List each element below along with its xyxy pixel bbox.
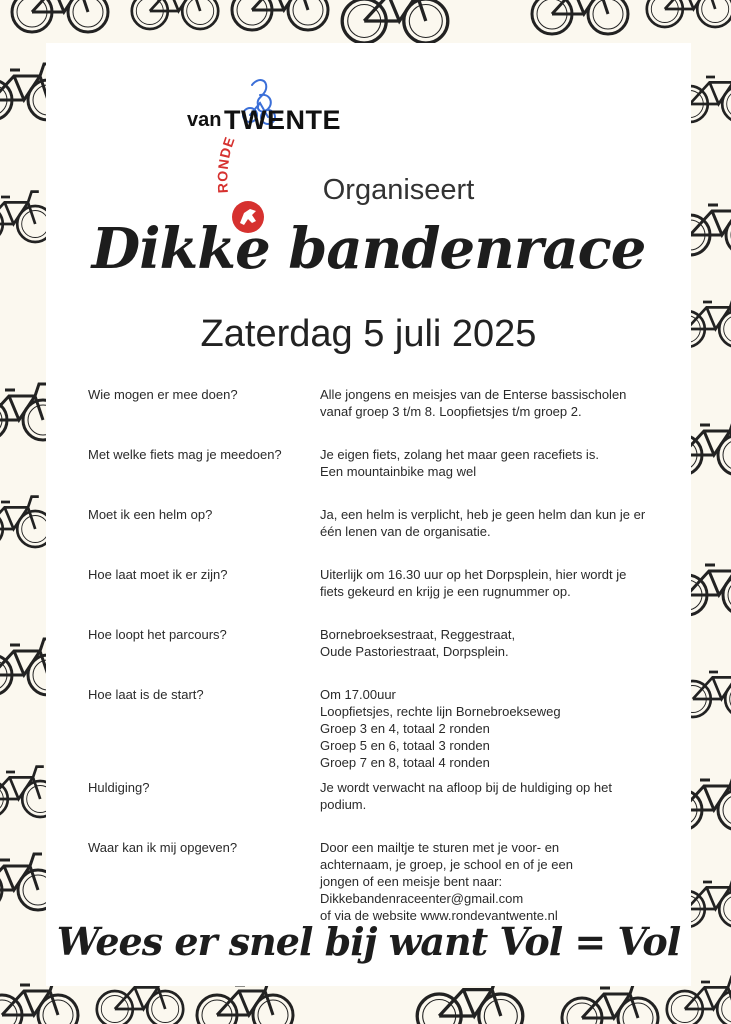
faq-answer bbox=[320, 506, 668, 540]
faq-row bbox=[88, 506, 668, 540]
faq-answer-line: fiets gekeurd en krijg je een rugnummer op. bbox=[320, 584, 571, 599]
bicycle-icon bbox=[562, 982, 658, 1024]
faq-row bbox=[88, 686, 668, 771]
faq-row bbox=[88, 839, 668, 924]
bicycle-icon bbox=[647, 0, 731, 27]
logo-ronde-text: RONDE bbox=[214, 134, 238, 194]
faq-list bbox=[88, 386, 668, 924]
faq-question: Huldiging? bbox=[88, 780, 150, 795]
faq-answer-line: of via de website www.rondevantwente.nl bbox=[320, 908, 558, 923]
faq-answer-line: één lenen van de organisatie. bbox=[320, 524, 491, 539]
faq-question: Moet ik een helm op? bbox=[88, 507, 213, 522]
faq-answer-line: Groep 5 en 6, totaal 3 ronden bbox=[320, 738, 490, 753]
faq-answer-line: Bornebroeksestraat, Reggestraat, bbox=[320, 627, 516, 642]
footer-slogan: Wees er snel bij want Vol = Vol bbox=[56, 919, 681, 964]
logo-twente-text: TWENTE bbox=[224, 105, 341, 135]
faq-answer-line: Je eigen fiets, zolang het maar geen racefiets is. bbox=[320, 447, 599, 462]
bicycle-icon bbox=[12, 0, 108, 32]
faq-answer-line: Groep 7 en 8, totaal 4 ronden bbox=[320, 755, 490, 770]
bicycle-icon bbox=[232, 0, 328, 30]
faq-answer-line: Je wordt verwacht na afloop bij de huldiging op het bbox=[320, 780, 612, 795]
organiseert-text: Organiseert bbox=[322, 174, 475, 206]
logo-van-text: van bbox=[187, 109, 222, 131]
bicycle-icon bbox=[342, 0, 448, 43]
faq-answer bbox=[320, 839, 668, 924]
faq-answer-line: vanaf groep 3 t/m 8. Loopfietsjes t/m groep 2. bbox=[320, 404, 582, 419]
faq-row bbox=[88, 566, 668, 600]
faq-row bbox=[88, 446, 668, 480]
faq-question: Waar kan ik mij opgeven? bbox=[88, 840, 238, 855]
faq-answer bbox=[320, 566, 668, 600]
faq-answer-line: achternaam, je groep, je school en of je een bbox=[320, 857, 573, 872]
faq-answer-line: jongen of een meisje bent naar: bbox=[320, 874, 503, 889]
faq-answer-line: Ja, een helm is verplicht, heb je geen helm dan kun je er bbox=[320, 507, 646, 522]
faq-answer-line: Een mountainbike mag wel bbox=[320, 464, 477, 479]
faq-question: Met welke fiets mag je meedoen? bbox=[88, 447, 282, 462]
faq-answer-line: Groep 3 en 4, totaal 2 ronden bbox=[320, 721, 490, 736]
faq-answer bbox=[320, 446, 668, 480]
faq-answer-line: podium. bbox=[320, 797, 367, 812]
event-title: Dikke bandenrace bbox=[91, 216, 646, 282]
faq-question: Hoe laat is de start? bbox=[88, 687, 204, 702]
ronde-van-twente-logo bbox=[164, 73, 364, 233]
flyer-card bbox=[46, 43, 691, 986]
faq-question: Wie mogen er mee doen? bbox=[88, 387, 238, 402]
event-date: Zaterdag 5 juli 2025 bbox=[200, 313, 537, 355]
faq-answer bbox=[320, 386, 668, 420]
faq-row bbox=[88, 386, 668, 420]
faq-answer-line: Uiterlijk om 16.30 uur op het Dorpsplein, hier wordt je bbox=[320, 567, 627, 582]
faq-question: Hoe loopt het parcours? bbox=[88, 627, 227, 642]
faq-answer-line: Door een mailtje te sturen met je voor- en bbox=[320, 840, 560, 855]
bicycle-icon bbox=[532, 0, 628, 34]
faq-answer bbox=[320, 779, 668, 813]
faq-answer bbox=[320, 626, 668, 660]
faq-row bbox=[88, 779, 668, 813]
faq-answer-line: Om 17.00uur bbox=[320, 687, 396, 702]
faq-row bbox=[88, 626, 668, 660]
faq-answer-line: Oude Pastoriestraat, Dorpsplein. bbox=[320, 644, 509, 659]
faq-question: Hoe laat moet ik er zijn? bbox=[88, 567, 228, 582]
bicycle-icon bbox=[132, 0, 218, 29]
faq-answer bbox=[320, 686, 668, 771]
faq-answer-line: Dikkebandenraceenter@gmail.com bbox=[320, 891, 524, 906]
faq-answer-line: Loopfietsjes, rechte lijn Bornebroekseweg bbox=[320, 704, 561, 719]
faq-answer-line: Alle jongens en meisjes van de Enterse bassischolen bbox=[320, 387, 627, 402]
